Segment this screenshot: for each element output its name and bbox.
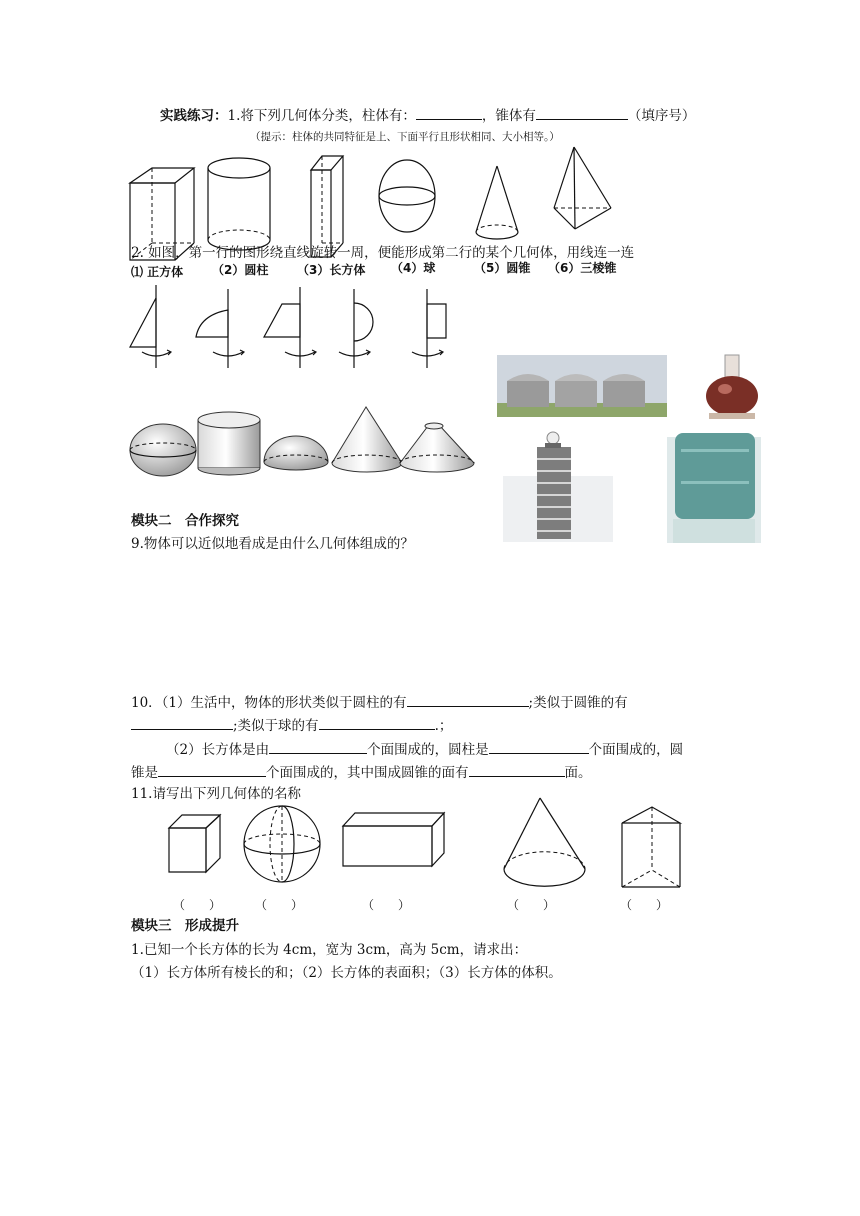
q11-answer-3[interactable]: （ ） (362, 898, 411, 912)
q11-cuboid-figure (343, 813, 444, 866)
q10-line4-b: 个面围成的，其中围成圆锥的面有 (266, 765, 469, 781)
q1-mid-text: ，锥体有 (481, 108, 536, 124)
q11-prism-figure (622, 807, 680, 887)
q11-answer-2[interactable]: （ ） (255, 898, 304, 912)
module3-q1-sub: （1）长方体所有棱长的和；（2）长方体的表面积；（3）长方体的体积。 (131, 965, 562, 981)
q1-end-text: （填序号） (627, 108, 696, 124)
q11-cube-figure (169, 815, 220, 872)
solid-label-3: （3）长方体 (297, 263, 366, 277)
module3-q1: 1.已知一个长方体的长为 4cm，宽为 3cm，高为 5cm，请求出： (131, 942, 528, 958)
q10-line2-b: .； (434, 718, 453, 734)
q11-cone-figure (504, 798, 585, 886)
practice-label: 实践练习： (160, 108, 228, 124)
q1-text: 1.将下列几何体分类，柱体有： (227, 108, 416, 124)
q10-line2-a: ;类似于球的有 (233, 718, 319, 734)
q10-line3-c: 个面围成的，圆 (588, 742, 684, 758)
q9-text: 9.物体可以近似地看成是由什么几何体组成的？ (131, 536, 414, 552)
solid-label-2: （2）圆柱 (212, 263, 269, 277)
q10-line3-b: 个面围成的，圆柱是 (367, 742, 489, 758)
solid-label-1: ⑴ 正方体 (131, 265, 184, 279)
solid-label-5: （5）圆锥 (474, 261, 531, 275)
q10-line1-a: 10．（1）生活中，物体的形状类似于圆柱的有 (131, 695, 407, 711)
q10-line3-a: （2）长方体是由 (166, 742, 270, 758)
practice-hint: （提示：柱体的共同特征是上、下面平行且形状相同、大小相等。） (250, 131, 560, 143)
q11-answer-4[interactable]: （ ） (507, 898, 556, 912)
solid-label-4: （4）球 (391, 261, 436, 275)
q2-text: 2. 如图，第一行的图形绕直线旋转一周，便能形成第二行的某个几何体，用线连一连 (131, 245, 635, 261)
q11-answer-1[interactable]: （ ） (173, 898, 222, 912)
q10-line4-a: 锥是 (131, 765, 158, 781)
q11-text: 11.请写出下列几何体的名称 (131, 786, 301, 802)
module3-title: 模块三 形成提升 (131, 918, 239, 934)
q10-line4-c: 面。 (564, 765, 592, 781)
solid-label-6: （6）三棱锥 (548, 261, 617, 275)
q11-sphere-figure (244, 806, 320, 882)
q10-line1-b: ;类似于圆锥的有 (528, 695, 628, 711)
module2-title: 模块二 合作探究 (131, 513, 239, 529)
q11-answer-5[interactable]: （ ） (620, 898, 669, 912)
